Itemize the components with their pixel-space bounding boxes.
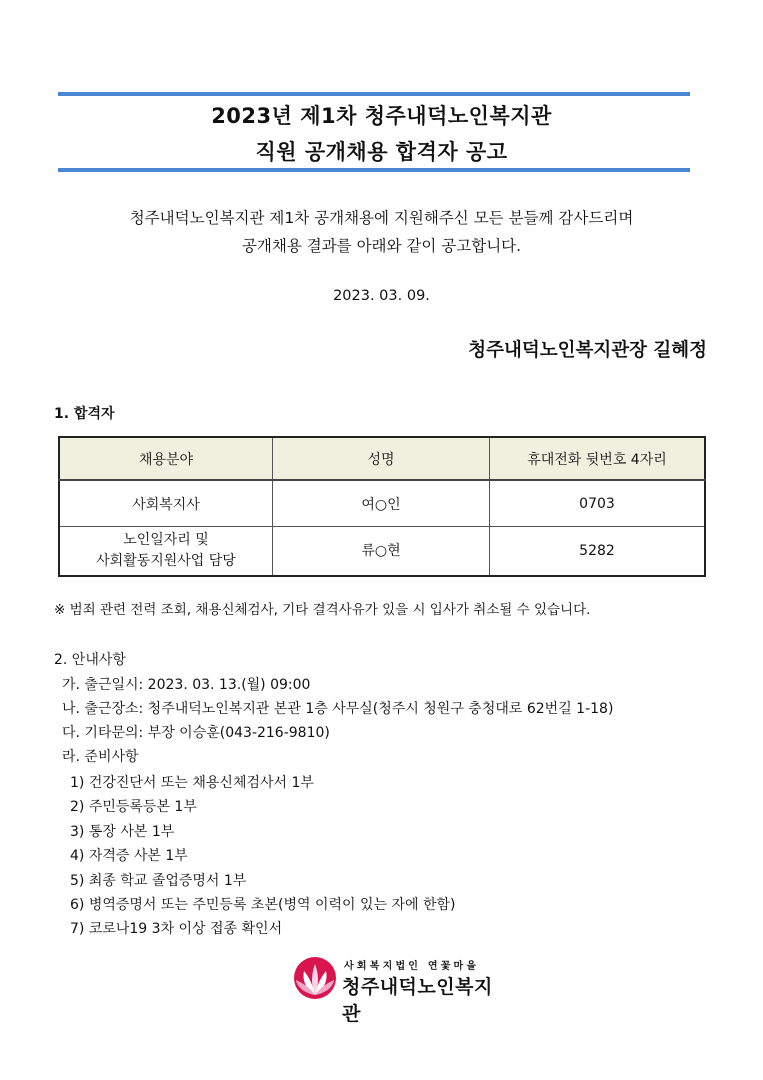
title-line-1: 2023년 제1차 청주내덕노인복지관 <box>211 104 552 128</box>
field-cell-line: 사회활동지원사업 담당 <box>96 553 236 569</box>
info-item: 나. 출근장소: 청주내덕노인복지관 본관 1층 사무실(청주시 청원구 충청대로 62번길 1-18) <box>62 701 614 717</box>
organization-logo <box>292 955 502 1025</box>
top-rule <box>58 92 690 96</box>
phone-cell: 0703 <box>490 480 706 527</box>
section-1-heading: 1. 합격자 <box>54 406 115 422</box>
intro-line-2: 공개채용 결과를 아래와 같이 공고합니다. <box>241 237 522 255</box>
field-cell <box>59 527 273 577</box>
field-cell: 사회복지사 <box>59 480 273 527</box>
info-item: 라. 준비사항 <box>62 749 139 765</box>
bottom-rule <box>58 168 690 172</box>
name-cell: 류○현 <box>273 527 490 577</box>
prep-item: 4) 자격증 사본 1부 <box>70 848 188 864</box>
table-row <box>59 480 705 527</box>
column-header: 성명 <box>273 437 490 480</box>
phone-cell: 5282 <box>490 527 706 577</box>
column-header: 휴대전화 뒷번호 4자리 <box>490 437 706 480</box>
signature: 청주내덕노인복지관장 길혜정 <box>468 340 707 361</box>
prep-item: 6) 병역증명서 또는 주민등록 초본(병역 이력이 있는 자에 한함) <box>70 897 456 913</box>
table-row <box>59 527 705 577</box>
info-item: 다. 기타문의: 부장 이승훈(043-216-9810) <box>62 725 330 741</box>
section-2-heading: 2. 안내사항 <box>54 652 126 668</box>
info-item: 가. 출근일시: 2023. 03. 13.(월) 09:00 <box>62 677 311 693</box>
lotus-icon <box>292 955 338 1001</box>
disqualification-notice: ※ 범죄 관련 전력 조회, 채용신체검사, 기타 결격사유가 있을 시 입사가 취소될 수 있습니다. <box>54 602 591 618</box>
results-table <box>58 436 706 577</box>
prep-item: 7) 코로나19 3차 이상 접종 확인서 <box>70 921 283 937</box>
prep-item: 3) 통장 사본 1부 <box>70 824 175 840</box>
field-cell-line: 노인일자리 및 <box>123 532 209 548</box>
prep-item: 1) 건강진단서 또는 채용신체검사서 1부 <box>70 775 314 791</box>
logo-subtitle: 사회복지법인 연꽃마을 <box>344 961 480 972</box>
table-header-row <box>59 437 705 480</box>
column-header: 채용분야 <box>59 437 273 480</box>
logo-name: 청주내덕노인복지관 <box>342 976 493 1025</box>
title-line-2: 직원 공개채용 합격자 공고 <box>255 140 508 164</box>
announcement-date: 2023. 03. 09. <box>333 288 430 304</box>
prep-item: 5) 최종 학교 졸업증명서 1부 <box>70 873 247 889</box>
name-cell: 여○인 <box>273 480 490 527</box>
prep-item: 2) 주민등록등본 1부 <box>70 799 197 815</box>
intro-line-1: 청주내덕노인복지관 제1차 공개채용에 지원해주신 모든 분들께 감사드리며 <box>129 209 634 227</box>
